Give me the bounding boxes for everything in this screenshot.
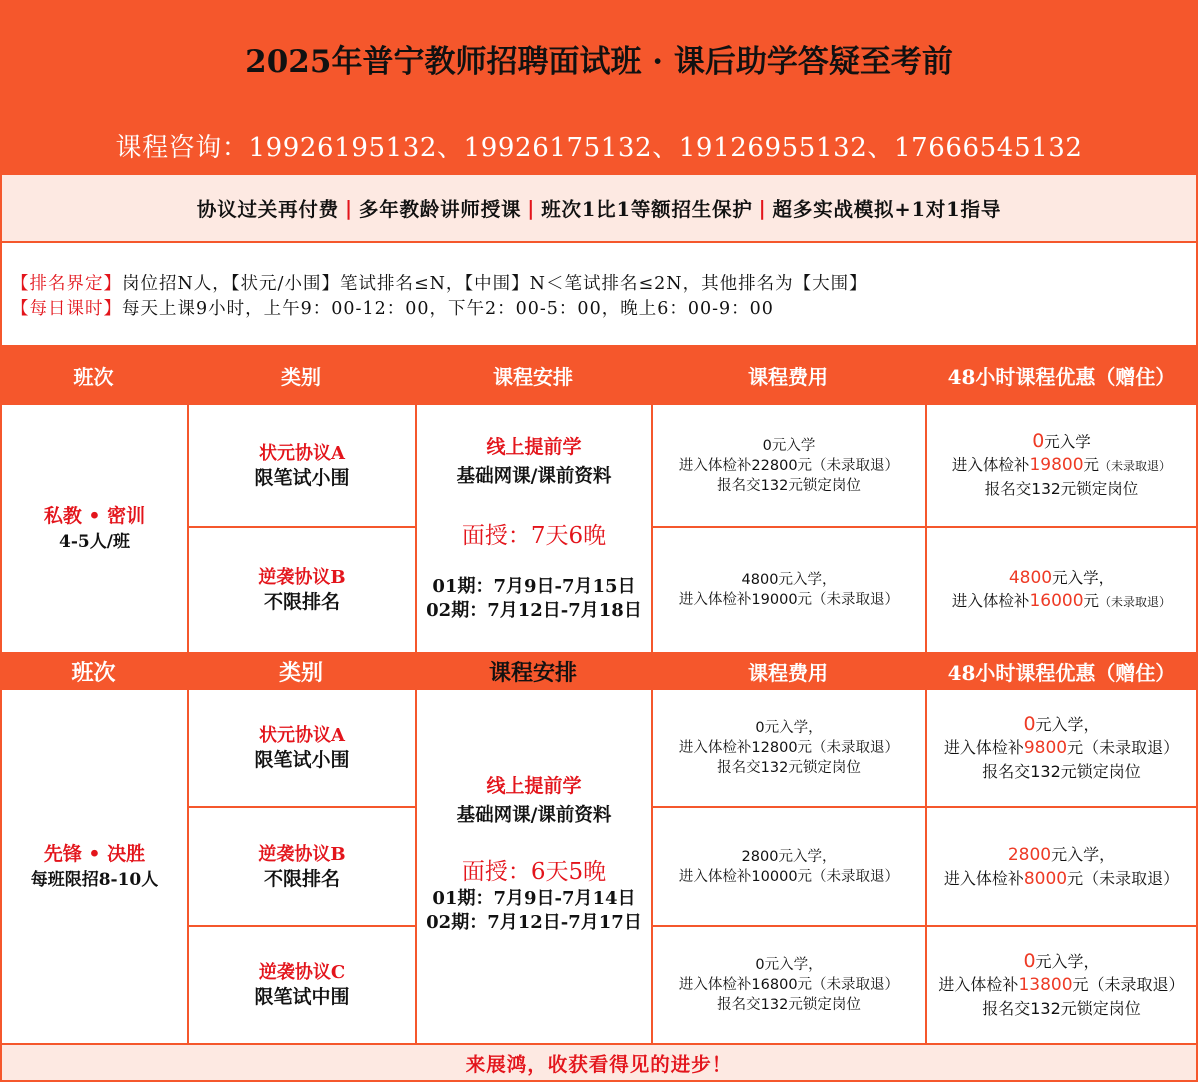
- class-cell: [2, 690, 187, 1043]
- feature-separator: |: [344, 196, 353, 220]
- schedule-in-person: 面授：7天6晚: [461, 523, 607, 549]
- feature-mock-and-coaching: 超多实战模拟+1对1指导: [772, 198, 1002, 221]
- class-name: 私教 • 密训: [43, 504, 146, 527]
- promotion-cell: [927, 405, 1196, 526]
- promo-entry-line: [1008, 843, 1115, 867]
- section-vanguard-class: [0, 690, 1198, 1045]
- schedule-period: 01期：7月9日-7月15日: [432, 576, 636, 597]
- schedule-in-person: 面授：6天5晚: [461, 859, 607, 885]
- promo-exam-line: [952, 590, 1171, 614]
- promotion-cell: [927, 528, 1196, 652]
- promo-exam-unit: 元: [1083, 591, 1100, 610]
- fee-entry-line: 0元入学，: [755, 957, 823, 973]
- category-cell: [189, 528, 415, 652]
- note-tag: 【每日课时】: [11, 299, 122, 319]
- promo-exam-amount: 8000: [1023, 868, 1068, 889]
- fee-entry-line: 0元入学: [762, 437, 816, 454]
- promo-entry-amount: 0: [1032, 430, 1045, 452]
- promo-exam-amount: 13800: [1018, 975, 1073, 995]
- fee-exam-line: 进入体检补12800元（未录取退）: [678, 740, 900, 756]
- schedule-period: 02期：7月12日-7月18日: [426, 600, 642, 621]
- schedule-online: 线上提前学: [486, 775, 582, 797]
- promotion-cell: [927, 690, 1196, 806]
- category-cell: [189, 690, 415, 806]
- fee-entry-line: 2800元入学，: [741, 848, 837, 865]
- promo-entry-line: [1032, 430, 1091, 454]
- schedule-period: 01期：7月9日-7月14日: [432, 888, 636, 909]
- promo-entry-amount: 4800: [1008, 567, 1053, 588]
- category-name: 逆袭协议B: [258, 567, 346, 588]
- promo-exam-note: （未录取退）: [1083, 738, 1180, 757]
- category-name: 状元协议A: [259, 442, 345, 464]
- fee-cell: [653, 528, 925, 652]
- note-daily-hours: [11, 297, 1196, 322]
- fee-entry-line: 0元入学，: [755, 720, 823, 736]
- category-name: 状元协议A: [259, 725, 345, 746]
- promo-entry-line: [1023, 950, 1099, 973]
- promo-exam-prefix: 进入体检补: [943, 868, 1024, 888]
- fee-cell: [653, 690, 925, 806]
- promotion-cell: [927, 808, 1196, 925]
- fee-lock-line: 报名交132元锁定岗位: [717, 997, 861, 1013]
- schedule-cell: [417, 690, 651, 1043]
- promo-exam-note: （未录取退）: [1099, 594, 1172, 609]
- class-name: 先锋 • 决胜: [43, 842, 146, 865]
- category-description: 限笔试小围: [254, 466, 350, 489]
- promo-exam-line: [952, 454, 1171, 478]
- category-name: 逆袭协议C: [258, 962, 346, 983]
- table-header-row: [0, 345, 1198, 405]
- class-cell: [2, 405, 187, 652]
- header-banner: [0, 0, 1198, 175]
- schedule-cell: [417, 405, 651, 652]
- schedule-materials: 基础网课/课前资料: [456, 805, 612, 826]
- column-header-schedule: 课程安排: [493, 364, 573, 389]
- promo-entry-line: [1023, 713, 1099, 736]
- note-text: 每天上课9小时，上午9：00-12：00，下午2：00-5：00，晚上6：00-9：00: [122, 299, 774, 319]
- footer-slogan: 来展鸿，收获看得见的进步！: [465, 1052, 733, 1076]
- promo-exam-amount: 16000: [1029, 590, 1084, 611]
- promo-entry-line: [1009, 567, 1114, 590]
- promo-entry-amount: 2800: [1007, 844, 1052, 865]
- section-private-training: [0, 405, 1198, 652]
- page-title: 2025年普宁教师招聘面试班 · 课后助学答疑至考前: [245, 44, 953, 80]
- category-cell: [189, 808, 415, 925]
- schedule-online: 线上提前学: [486, 436, 582, 458]
- promo-exam-note: （未录取退）: [1088, 975, 1185, 994]
- promo-exam-line: [938, 973, 1184, 997]
- fee-cell: [653, 808, 925, 925]
- feature-pay-after-pass: 协议过关再付费: [196, 198, 339, 221]
- column-header-promotion: 48小时课程优惠（赠住）: [947, 660, 1176, 685]
- promo-lock-line: 报名交132元锁定岗位: [982, 999, 1141, 1018]
- feature-separator: |: [758, 196, 767, 220]
- feature-experienced-lecturers: 多年教龄讲师授课: [358, 198, 522, 221]
- promo-entry-text: 元入学，: [1035, 952, 1100, 971]
- fee-exam-line: 进入体检补22800元（未录取退）: [678, 457, 900, 474]
- promo-exam-line: [944, 867, 1179, 891]
- category-description: 不限排名: [263, 591, 340, 613]
- promo-lock-line: 报名交132元锁定岗位: [984, 480, 1139, 498]
- promo-exam-amount: 9800: [1023, 738, 1068, 758]
- footer-slogan-band: [0, 1045, 1198, 1082]
- class-size: 4-5人/班: [59, 531, 130, 552]
- promo-exam-unit: 元: [1083, 456, 1100, 474]
- column-header-category: 类别: [278, 659, 323, 686]
- column-header-class: 班次: [71, 659, 116, 686]
- schedule-materials: 基础网课/课前资料: [456, 466, 612, 487]
- promo-exam-line: [944, 736, 1179, 760]
- promo-entry-amount: 0: [1023, 950, 1036, 972]
- column-header-class: 班次: [73, 364, 114, 389]
- category-cell: [189, 405, 415, 526]
- schedule-period: 02期：7月12日-7月17日: [426, 912, 642, 933]
- promo-entry-text: 元入学: [1044, 433, 1091, 451]
- promo-exam-prefix: 进入体检补: [943, 738, 1024, 757]
- column-header-category: 类别: [281, 364, 321, 389]
- notes-section: [0, 243, 1198, 345]
- column-header-promotion: 48小时课程优惠（赠住）: [947, 364, 1176, 389]
- feature-separator: |: [527, 196, 536, 220]
- fee-cell: [653, 405, 925, 526]
- column-header-fee: 课程费用: [748, 660, 828, 685]
- promo-exam-note: （未录取退）: [1099, 459, 1172, 473]
- promo-entry-amount: 0: [1023, 713, 1036, 735]
- promo-exam-prefix: 进入体检补: [951, 456, 1030, 474]
- feature-highlights-band: [0, 175, 1198, 243]
- feature-enrollment-protection: 班次1比1等额招生保护: [541, 198, 753, 221]
- fee-cell: [653, 927, 925, 1043]
- promo-exam-unit: 元: [1067, 868, 1084, 888]
- promo-exam-prefix: 进入体检补: [951, 591, 1030, 610]
- promo-entry-text: 元入学，: [1052, 568, 1115, 587]
- promo-exam-amount: 19800: [1029, 455, 1084, 475]
- fee-exam-line: 进入体检补19000元（未录取退）: [678, 592, 900, 608]
- note-ranking-definition: [11, 272, 1196, 297]
- table-header-row: [0, 652, 1198, 690]
- note-text: 岗位招N人，【状元/小围】笔试排名≤N，【中围】N＜笔试排名≤2N，其他排名为【大围】: [122, 274, 868, 294]
- fee-exam-line: 进入体检补16800元（未录取退）: [678, 977, 900, 993]
- fee-lock-line: 报名交132元锁定岗位: [717, 477, 861, 494]
- promo-exam-prefix: 进入体检补: [938, 975, 1019, 994]
- class-size: 每班限招8-10人: [30, 869, 159, 890]
- note-tag: 【排名界定】: [11, 274, 122, 294]
- promotion-cell: [927, 927, 1196, 1043]
- column-header-fee: 课程费用: [748, 364, 828, 389]
- category-cell: [189, 927, 415, 1043]
- fee-exam-line: 进入体检补10000元（未录取退）: [678, 868, 900, 885]
- column-header-schedule: 课程安排: [488, 659, 577, 686]
- category-description: 不限排名: [263, 867, 340, 890]
- category-name: 逆袭协议B: [258, 843, 346, 865]
- fee-lock-line: 报名交132元锁定岗位: [717, 760, 861, 776]
- category-description: 限笔试中围: [254, 986, 350, 1008]
- fee-entry-line: 4800元入学，: [741, 572, 837, 588]
- promo-exam-unit: 元: [1072, 975, 1089, 994]
- category-description: 限笔试小围: [254, 749, 350, 771]
- promo-exam-note: （未录取退）: [1083, 868, 1180, 888]
- promo-lock-line: 报名交132元锁定岗位: [982, 762, 1141, 781]
- contact-phone-numbers: 课程咨询：19926195132、19926175132、19126955132、17666545132: [115, 133, 1083, 163]
- promo-exam-unit: 元: [1067, 738, 1084, 757]
- promo-entry-text: 元入学，: [1035, 715, 1100, 734]
- promo-entry-text: 元入学，: [1051, 844, 1116, 864]
